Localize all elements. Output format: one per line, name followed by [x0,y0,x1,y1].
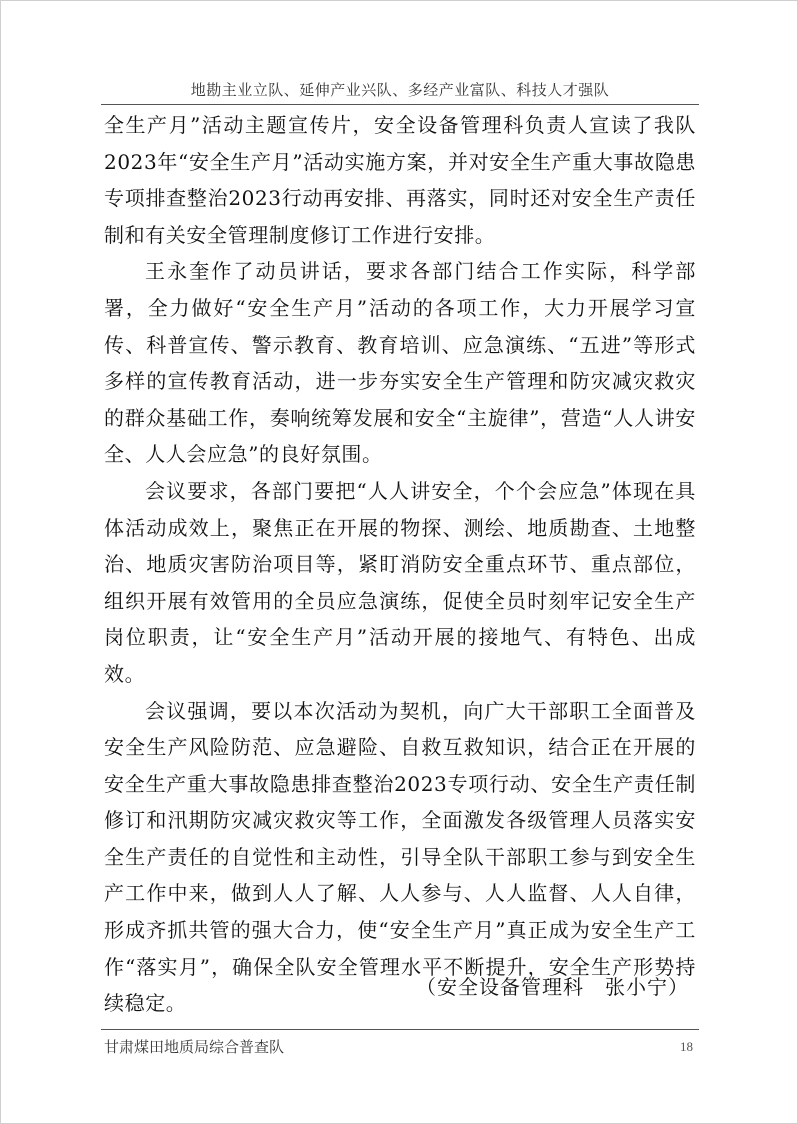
header-divider [101,104,699,105]
paragraph-3: 会议要求，各部门要把“人人讲安全，个个会应急”体现在具体活动成效上，聚焦正在开展的物探、测绘、地质勘查、土地整治、地质灾害防治项目等，紧盯消防安全重点环节、重点部位，组织开展有效管用的全员应急演练，促使全员时刻牢记安全生产岗位职责，让“安全生产月”活动开展的接地气、有特色、出成效。 [104,478,696,686]
page-number: 18 [680,1039,693,1054]
header-title: 地勘主业立队、延伸产业兴队、多经产业富队、科技人才强队 [190,81,610,99]
article-body [104,107,696,1022]
footer-organization: 甘肃煤田地质局综合普查队 [104,1038,285,1056]
footer-divider [101,1029,699,1030]
paragraph-1: 全生产月”活动主题宣传片，安全设备管理科负责人宣读了我队2023年“安全生产月”活动实施方案，并对安全生产重大事故隐患专项排查整治2023行动再安排、再落实，同时还对安全生产责任制和有关安全管理制度修订工作进行安排。 [104,113,696,247]
paragraph-4: 会议强调，要以本次活动为契机，向广大干部职工全面普及安全生产风险防范、应急避险、自救互救知识，结合正在开展的安全生产重大事故隐患排查整治2023专项行动、安全生产责任制修订和汛期防灾减灾救灾等工作，全面激发各级管理人员落实安全生产责任的自觉性和主动性，引导全队干部职工参与到安全生产工作中来，做到人人了解、人人参与、人人监督、人人自律，形成齐抓共管的强大合力，使“安全生产月”真正成为安全生产工作“落实月”，确保全队安全管理水平不断提升，安全生产形势持续稳定。 [104,698,696,1016]
author-signature: （安全设备管理科 张小宁） [416,975,689,999]
paragraph-2: 王永奎作了动员讲话，要求各部门结合工作实际，科学部署，全力做好“安全生产月”活动的各项工作，大力开展学习宣传、科普宣传、警示教育、教育培训、应急演练、“五进”等形式多样的宣传教育活动，进一步夯实安全生产管理和防灾减灾救灾的群众基础工作，奏响统筹发展和安全“主旋律”，营造“人人讲安全、人人会应急”的良好氛围。 [104,259,696,467]
